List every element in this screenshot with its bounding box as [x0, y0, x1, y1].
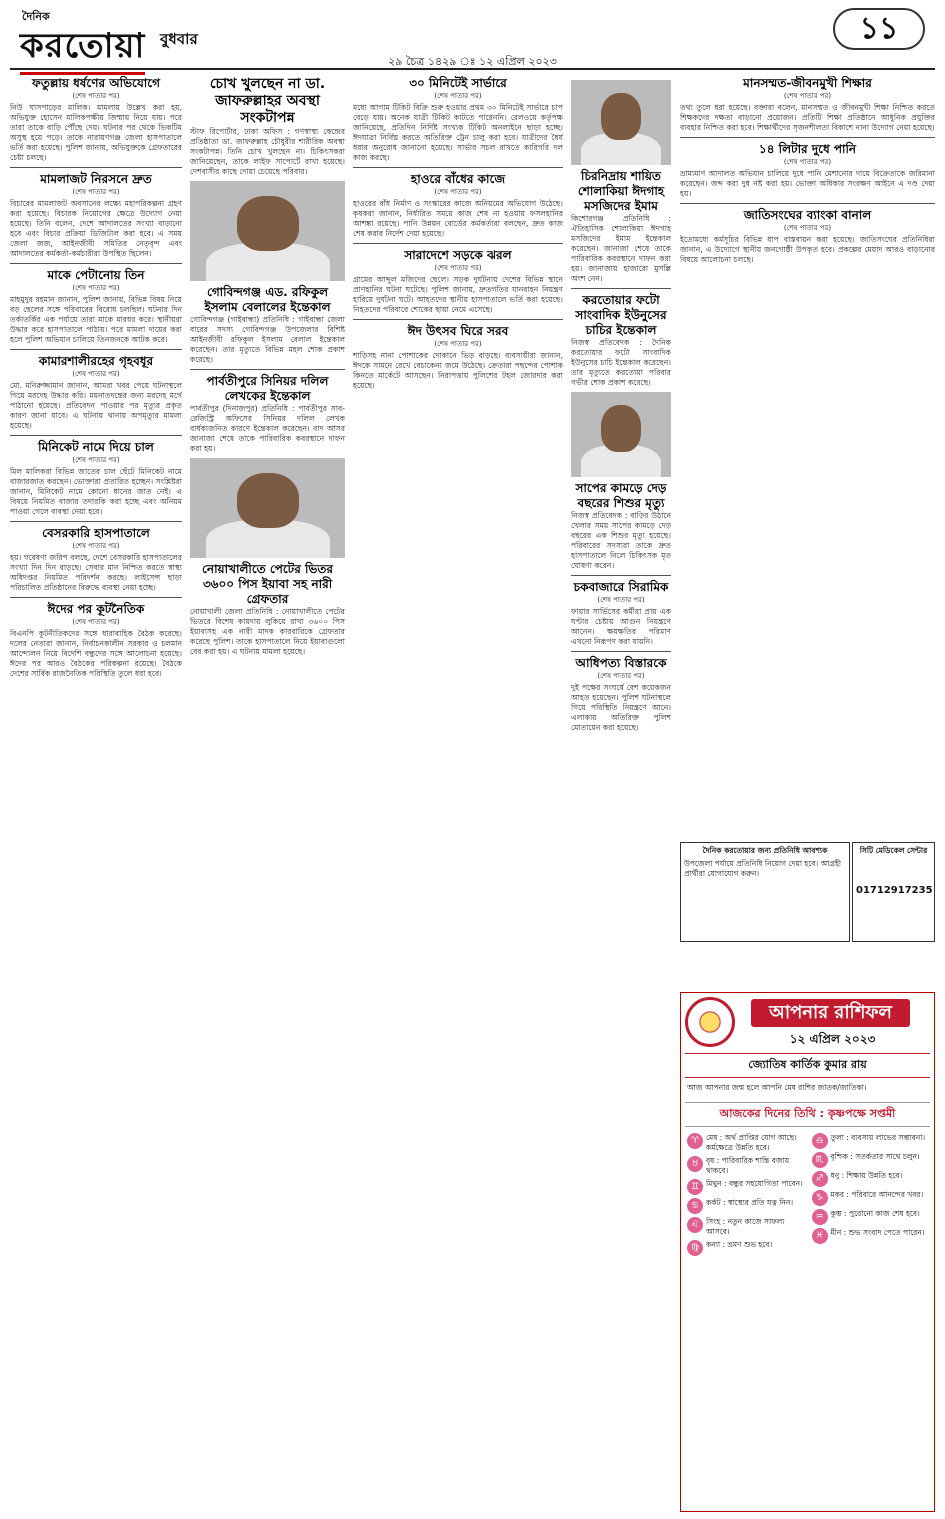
article-text: নিউ ঘাসপাড়ের মালিক। মামলায় উল্লেখ করা হয়, অভিযুক্ত হোসেন মালিকপক্ষীয় জিম্মায় নিয়ে যায়। পরে তারা তাকে বাড়ি পৌঁছে দেয়। ঘটনার পর থেকে ভিকটিম অসুস্থ হয়ে পড়ে। তাকে নারায়ণগঞ্জ জেলা হাসপাতালে ভর্তি করা হয়েছে। পুলিশ জানায়, অভিযুক্তকে গ্রেফতারের চেষ্টা চলছে।	[10, 103, 182, 162]
headline: মাকে পেটানোয় তিন	[47, 268, 145, 282]
continuation-note: (শেষ পাতার পর)	[72, 188, 120, 196]
ad-representative	[680, 842, 850, 942]
horoscope-sign	[812, 1171, 929, 1187]
article-text: নোয়াখালী জেলা প্রতিনিধি : নোয়াখালীতে পেটের ভিতরে বিশেষ কায়দায় লুকিয়ে রাখা ৩৬০০ পিস ইয়াবাসহ এক নারী মাদক কারবারিকে গ্রেফতার করেছে পুলিশ। তাকে হাসপাতালে নিয়ে ইয়াবাগুলো বের করা হয়। এ ঘটনায় মামলা হয়েছে।	[190, 607, 345, 656]
ad-medical	[852, 842, 935, 942]
zodiac-sign-icon: ♓	[812, 1228, 828, 1244]
headline: কামারশালীরহের গৃহবধূর	[38, 354, 154, 368]
headline: আধিপত্য বিস্তারকে	[575, 656, 667, 670]
zodiac-sign-icon: ♏	[812, 1152, 828, 1168]
divider	[571, 651, 671, 652]
headline: করতোয়ার ফটো সাংবাদিক ইউনুসের চাচির ইন্তেকাল	[575, 293, 667, 337]
zodiac-sign-icon: ♑	[812, 1190, 828, 1206]
continuation-note: (শেষ পাতার পর)	[72, 542, 120, 550]
continuation-note: (শেষ পাতার পর)	[434, 340, 482, 348]
horoscope-text: বৃষ : পারিবারিক শান্তি বজায় থাকবে।	[706, 1156, 790, 1175]
headline: গোবিন্দগঞ্জ এড. রফিকুল ইসলাম বেলালের ইন্তেকাল	[204, 285, 331, 314]
weekday: বুধবার	[160, 30, 198, 48]
column-4	[571, 76, 671, 1511]
divider	[680, 203, 935, 204]
headline: ঈদের পর কূটনৈতিক	[47, 602, 145, 616]
continuation-note: (শেষ পাতার পর)	[72, 92, 120, 100]
horoscope-sign	[687, 1240, 804, 1256]
headline: ১৪ লিটার দুধে পানি	[758, 142, 857, 156]
column-3	[353, 76, 563, 1511]
news-photo	[190, 181, 345, 281]
headline: চকবাজারে সিরামিক	[573, 580, 669, 594]
news-photo	[571, 392, 671, 477]
divider	[10, 167, 182, 168]
article-text: গ্রামের আব্দুল মজিদের ছেলে। সড়ক দুর্ঘটনায় দেশের বিভিন্ন স্থানে প্রাণহানির ঘটনা ঘটেছে। পুলিশ জানায়, দ্রুতগতির যানবাহন নিয়ন্ত্রণ হারিয়ে দুর্ঘটনা ঘটে। আহতদের স্থানীয় হাসপাতালে ভর্তি করা হয়েছে। নিহতদের পরিবারে শোকের ছায়া নেমে এসেছে।	[353, 275, 563, 314]
headline: হাওরে বাঁধের কাজে	[410, 172, 506, 186]
continuation-note: (শেষ পাতার পর)	[72, 370, 120, 378]
horoscope-text: মীন : শুভ সংবাদ পেতে পারেন।	[830, 1228, 925, 1237]
horoscope-sign	[687, 1179, 804, 1195]
article-text: হয়। গবেষণা জরিপ বলছে, দেশে বেসরকারি হাসপাতালের সংখ্যা দিন দিন বাড়ছে। সেবার মান নিশ্চিত করতে স্বাস্থ্য অধিদপ্তর নিয়মিত পরিদর্শন করছে। লাইসেন্স ছাড়া পরিচালিত প্রতিষ্ঠানের বিরুদ্ধে ব্যবস্থা নেয়া হচ্ছে।	[10, 553, 182, 592]
continuation-note: (শেষ পাতার পর)	[783, 92, 832, 100]
headline: বেসরকারি হাসপাতালে	[42, 526, 150, 540]
article-text: স্টাফ রিপোর্টার, ঢাকা অফিস : গণস্বাস্থ্য কেন্দ্রের প্রতিষ্ঠাতা ডা. জাফরুল্লাহ চৌধুরীর শারীরিক অবস্থা সংকটাপন্ন। তিনি চোখ খুলছেন না। চিকিৎসকরা জানিয়েছেন, তাকে লাইফ সাপোর্টে রাখা হয়েছে। দেশবাসীর কাছে দোয়া চেয়েছে পরিবার।	[190, 127, 345, 176]
divider	[10, 597, 182, 598]
divider	[10, 435, 182, 436]
continuation-note: (শেষ পাতার পর)	[597, 672, 645, 680]
zodiac-sign-icon: ♌	[687, 1217, 703, 1233]
headline: মানসম্মত-জীবনমুখী শিক্ষার	[743, 76, 872, 90]
article-text: বিএনপি কূটনীতিকদের সঙ্গে ধারাবাহিক বৈঠক করেছে। দলের নেতারা জানান, নির্বাচনকালীন সরকার ও চলমান আন্দোলন নিয়ে বিদেশি বন্ধুদের সঙ্গে আলোচনা হয়েছে। ঈদের পর আরও বৈঠকের পরিকল্পনা রয়েছে। বৈঠকে দেশের সার্বিক রাজনৈতিক পরিস্থিতি তুলে ধরা হবে।	[10, 629, 182, 678]
article-text: নিজস্ব প্রতিবেদক : বাড়ির উঠানে খেলার সময় সাপের কামড়ে দেড় বছরের এক শিশুর মৃত্যু হয়েছে। পরিবারের সদস্যরা তাকে দ্রুত হাসপাতালে নিলে চিকিৎসক মৃত ঘোষণা করেন।	[571, 511, 671, 570]
news-photo	[571, 80, 671, 165]
divider	[571, 288, 671, 289]
article-text: গোবিন্দগঞ্জ (গাইবান্ধা) প্রতিনিধি : গাইবান্ধা জেলা বারের সদস্য গোবিন্দগঞ্জ উপজেলার বিশিষ্ট আইনজীবী রফিকুল ইসলাম বেলাল ইন্তেকাল করেছেন। তার মৃত্যুতে বিভিন্ন মহল শোক প্রকাশ করেছে।	[190, 315, 345, 364]
divider	[353, 319, 563, 320]
zodiac-sign-icon: ♉	[687, 1156, 703, 1172]
horoscope-text: কর্কট : স্বাস্থ্যের প্রতি যত্ন নিন।	[706, 1198, 794, 1207]
logo: করতোয়া	[20, 20, 145, 77]
article-text: মিল মালিকরা বিভিন্ন জাতের চাল ছেঁটে মিনিকেট নামে বাজারজাত করছেন। ভোক্তারা প্রতারিত হচ্ছেন। সংশ্লিষ্টরা জানান, মিনিকেট নামে কোনো ধানের জাত নেই। এ বিষয়ে নিয়মিত বাজার তদারকি করা হচ্ছে এবং অনিয়ম পাওয়া গেলে ব্যবস্থা নেয়া হবে।	[10, 467, 182, 516]
photo-block	[190, 458, 345, 607]
headline: নোয়াখালীতে পেটের ভিতর ৩৬০০ পিস ইয়াবা সহ নারী গ্রেফতার	[202, 562, 333, 606]
article-text: নিজস্ব প্রতিবেদক : দৈনিক করতোয়ার ফটো সাংবাদিক ইউনুসের চাচি ইন্তেকাল করেছেন। তার মৃত্যুতে করতোয়া পরিবার গভীর শোক প্রকাশ করেছে।	[571, 338, 671, 387]
horoscope-sign	[687, 1217, 804, 1237]
article-text: হাওরের বাঁধ নির্মাণ ও সংস্কারের কাজে অনিয়মের অভিযোগ উঠেছে। কৃষকরা জানান, নির্ধারিত সময়ে কাজ শেষ না হওয়ায় ফসলহানির আশঙ্কা রয়েছে। পানি উন্নয়ন বোর্ডের কর্মকর্তারা বলছেন, দ্রুত কাজ শেষ করার নির্দেশ দেয়া হয়েছে।	[353, 199, 563, 238]
horoscope-text: ধনু : শিক্ষায় উন্নতি হবে।	[830, 1171, 903, 1180]
headline: জাতিসংঘের ব্যাংকা বানাল	[743, 208, 872, 222]
horoscope-text: বৃশ্চিক : সতর্কতার সাথে চলুন।	[830, 1152, 920, 1161]
column-2	[190, 76, 345, 1511]
headline: চোখ খুলছেন না ডা. জাফরুল্লাহর অবস্থা সংকটাপন্ন	[209, 76, 326, 126]
photo-block	[571, 392, 671, 511]
horoscope-sign	[687, 1133, 804, 1153]
article-text: ইতোমধ্যে কর্মসূচির বিভিন্ন ধাপ বাস্তবায়ন করা হয়েছে। জাতিসংঘের প্রতিনিধিরা জানান, এ উদ্যোগে স্থানীয় জনগোষ্ঠী উপকৃত হবে। প্রকল্পের মেয়াদ আরও বাড়ানোর বিষয়ে আলোচনা চলছে।	[680, 235, 935, 264]
horoscope-sign	[812, 1209, 929, 1225]
continuation-note: (শেষ পাতার পর)	[434, 92, 482, 100]
divider	[680, 137, 935, 138]
horoscope-sign	[687, 1198, 804, 1214]
horoscope-text: তুলা : ব্যবসায় লাভের সম্ভাবনা।	[830, 1133, 926, 1142]
divider	[10, 349, 182, 350]
article-text: শাড়িসহ নানা পোশাকের দোকানে ভিড় বাড়ছে। ব্যবসায়ীরা জানান, ঈদকে সামনে রেখে বেচাকেনা জমে উঠেছে। ক্রেতারা পছন্দের পোশাক কিনতে মার্কেটে আসছেন। নিরাপত্তায় পুলিশের টহল জোরদার করা হয়েছে।	[353, 351, 563, 390]
horoscope-title: আপনার রাশিফল	[751, 999, 910, 1027]
article-text: পার্বতীপুর (দিনাজপুর) প্রতিনিধি : পার্বতীপুর সাব-রেজিস্ট্রি অফিসের সিনিয়র দলিল লেখক বার্ধক্যজনিত কারণে ইন্তেকাল করেছেন। বাদ আসর জানাজা শেষে তাকে পারিবারিক কবরস্থানে দাফন করা হয়।	[190, 404, 345, 453]
horoscope-sign	[812, 1228, 929, 1244]
article-text: ফায়ার সার্ভিসের কর্মীরা প্রায় এক ঘণ্টার চেষ্টায় আগুন নিয়ন্ত্রণে আনেন। ক্ষয়ক্ষতির পরিমাণ এখনো নিরূপণ করা যায়নি।	[571, 607, 671, 646]
continuation-note: (শেষ পাতার পর)	[72, 456, 120, 464]
horoscope-sign	[812, 1133, 929, 1149]
article-text: বিচারের মামলাজট অবসানের লক্ষ্যে মহাপরিকল্পনা গ্রহণ করা হয়েছে। বিচারক নিয়োগের ক্ষেত্রে উদ্যোগ নেয়া হয়েছে। তিনি বলেন, দেশে আদালতের সংখ্যা বাড়ানো হবে এবং বিচার প্রক্রিয়া ডিজিটাল করা হবে। এ সময় জেলা জজ, আইনজীবী সমিতির নেতৃবৃন্দ এবং আদালতের কর্মকর্তা-কর্মচারীরা উপস্থিত ছিলেন।	[10, 199, 182, 258]
continuation-note: (শেষ পাতার পর)	[72, 618, 120, 626]
ad-title: দৈনিক করতোয়ার জন্য প্রতিনিধি আবশ্যক	[702, 846, 828, 855]
date-line: ২৯ চৈত্র ১৪২৯ ঃ ১২ এপ্রিল ২০২৩	[388, 55, 557, 68]
continuation-note: (শেষ পাতার পর)	[783, 158, 832, 166]
headline: ঈদ উৎসব ঘিরে সরব	[407, 324, 509, 338]
article-text: দুই পক্ষের সংঘর্ষে বেশ কয়েকজন আহত হয়েছেন। পুলিশ ঘটনাস্থলে গিয়ে পরিস্থিতি নিয়ন্ত্রণে আনে। এলাকায় অতিরিক্ত পুলিশ মোতায়েন করা হয়েছে।	[571, 683, 671, 732]
divider	[571, 575, 671, 576]
masthead	[10, 6, 935, 70]
horoscope-text: মকর : পরিবারে আনন্দের খবর।	[830, 1190, 924, 1199]
divider	[353, 243, 563, 244]
zodiac-sign-icon: ♎	[812, 1133, 828, 1149]
zodiac-wheel-icon	[685, 997, 735, 1047]
column-5	[680, 76, 935, 836]
horoscope-text: মিথুন : বন্ধুর সহযোগিতা পাবেন।	[706, 1179, 803, 1188]
headline: পার্বতীপুরে সিনিয়র দলিল লেখকের ইন্তেকাল	[206, 374, 329, 403]
horoscope-sign	[812, 1152, 929, 1168]
logo-small: দৈনিক	[22, 10, 50, 23]
photo-block	[571, 80, 671, 165]
headline: ৩০ মিনিটেই সার্ভারে	[409, 76, 507, 90]
page-number: ১১	[833, 8, 925, 50]
horoscope-sign	[687, 1156, 804, 1176]
continuation-note: (শেষ পাতার পর)	[434, 188, 482, 196]
zodiac-sign-icon: ♒	[812, 1209, 828, 1225]
column-1	[10, 76, 182, 1511]
zodiac-sign-icon: ♈	[687, 1133, 703, 1149]
continuation-note: (শেষ পাতার পর)	[434, 264, 482, 272]
zodiac-sign-icon: ♊	[687, 1179, 703, 1195]
article-text: কিশোরগঞ্জ প্রতিনিধি : ঐতিহাসিক শোলাকিয়া ঈদগাহ মসজিদের ইমাম ইন্তেকাল করেছেন। জানাজা শেষে তাকে পারিবারিক কবরস্থানে দাফন করা হয়। জানাজায় হাজারো মুসল্লি অংশ নেন।	[571, 214, 671, 283]
divider	[353, 167, 563, 168]
ad-phone: 01712917235	[856, 885, 933, 896]
horoscope-text: কুম্ভ : পুরোনো কাজ শেষ হবে।	[830, 1209, 920, 1218]
article-text: তথ্য তুলে ধরা হয়েছে। বক্তারা বলেন, মানসম্মত ও জীবনমুখী শিক্ষা নিশ্চিত করতে শিক্ষকদের দক্ষতা বাড়ানো প্রয়োজন। প্রতিটি শিক্ষা প্রতিষ্ঠানে আধুনিক প্রযুক্তির ব্যবহার নিশ্চিত করা হবে। শিক্ষার্থীদের সৃজনশীলতা বিকাশে নানা উদ্যোগ নেয়া হয়েছে।	[680, 103, 935, 132]
photo-block	[190, 181, 345, 315]
horoscope-author: জ্যোতিষ কার্তিক কুমার রায়	[685, 1053, 930, 1078]
zodiac-sign-icon: ♋	[687, 1198, 703, 1214]
article-text: মো. মনিরুজ্জামান জানান, আমরা খবর পেয়ে ঘটনাস্থলে গিয়ে মরদেহ উদ্ধার করি। ময়নাতদন্তের জন্য মরদেহ মর্গে পাঠানো হয়েছে। প্রতিবেদন পাওয়ার পর মৃত্যুর প্রকৃত কারণ জানা যাবে। এ ঘটনায় থানায় অপমৃত্যুর মামলা হয়েছে।	[10, 381, 182, 430]
continuation-note: (শেষ পাতার পর)	[597, 596, 645, 604]
divider	[10, 521, 182, 522]
headline: ফতুল্লায় ধর্ষণের অভিযোগে	[32, 76, 160, 90]
zodiac-sign-icon: ♐	[812, 1171, 828, 1187]
article-text: মধ্যে আগাম টিকিট বিক্রি শুরু হওয়ার প্রথম ৩০ মিনিটেই সার্ভারে চাপ বেড়ে যায়। অনেক যাত্রী টিকিট কাটতে পারেননি। রেলওয়ে কর্তৃপক্ষ জানিয়েছে, প্রতিদিন নির্দিষ্ট সংখ্যক টিকিট অনলাইনে ছাড়া হচ্ছে। ঈদযাত্রা নির্বিঘ্ন করতে অতিরিক্ত ট্রেন চালু করা হবে। যাত্রীদের ধৈর্য ধরার অনুরোধ জানানো হয়েছে। সার্ভার সচল রাখতে কারিগরি দল কাজ করছে।	[353, 103, 563, 162]
divider	[190, 369, 345, 370]
horoscope-date: ১২ এপ্রিল ২০২৩	[789, 1032, 876, 1046]
horoscope-sign	[812, 1190, 929, 1206]
horoscope-text: সিংহ : নতুন কাজে সাফল্য আসবে।	[706, 1217, 785, 1236]
headline: সাপের কামড়ে দেড় বছরের শিশুর মৃত্যু	[575, 481, 667, 510]
article-text: ভ্রাম্যমাণ আদালত অভিযান চালিয়ে দুধে পানি মেশানোর দায়ে বিক্রেতাকে জরিমানা করেছেন। জব্দ করা দুধ নষ্ট করা হয়। ভোক্তা অধিকার সংরক্ষণ আইনে এ দণ্ড দেয়া হয়।	[680, 169, 935, 198]
ad-title: সিটি মেডিকেল সেন্টার	[859, 846, 928, 855]
headline: মিনিকেট নামে দিয়ে চাল	[38, 440, 154, 454]
article-text: মাহমুদুর রহমান জানান, পুলিশ জানায়, বিভিন্ন বিষয় নিয়ে বড় ছেলের সঙ্গে পরিবারের বিরোধ চলছিল। ঘটনার দিন তর্কাতর্কির এক পর্যায়ে তারা মাকে মারধর করে। স্থানীয়রা উদ্ধার করে হাসপাতালে পাঠায়। পরে মামলা দায়ের করা হলে পুলিশ অভিযান চালিয়ে তিনজনকে আটক করে।	[10, 295, 182, 344]
horoscope-day: আজকের দিনের তিথি : কৃষ্ণপক্ষে সপ্তমী	[685, 1102, 930, 1127]
headline: মামলাজট নিরসনে দ্রুত	[40, 172, 152, 186]
horoscope-signs	[681, 1131, 934, 1258]
zodiac-sign-icon: ♍	[687, 1240, 703, 1256]
horoscope-text: মেষ : অর্থ প্রাপ্তির যোগ আছে। কর্মক্ষেত্রে উন্নতি হবে।	[706, 1133, 797, 1152]
continuation-note: (শেষ পাতার পর)	[72, 284, 120, 292]
horoscope-box	[680, 992, 935, 1512]
horoscope-intro: আজ আপনার জন্ম হলে আপনি মেষ রাশির জাতক/জাতিকা।	[687, 1083, 867, 1092]
news-photo	[190, 458, 345, 558]
ad-body: উপজেলা পর্যায়ে প্রতিনিধি নিয়োগ দেয়া হবে। আগ্রহী প্রার্থীরা যোগাযোগ করুন।	[684, 859, 842, 878]
divider	[10, 263, 182, 264]
headline: সারাদেশে সড়কে ঝরল	[404, 248, 512, 262]
continuation-note: (শেষ পাতার পর)	[783, 224, 832, 232]
headline: চিরনিদ্রায় শায়িত শোলাকিয়া ঈদগাহ মসজিদের ইমাম	[577, 169, 665, 213]
horoscope-text: কন্যা : ভ্রমণ শুভ হবে।	[706, 1240, 773, 1249]
